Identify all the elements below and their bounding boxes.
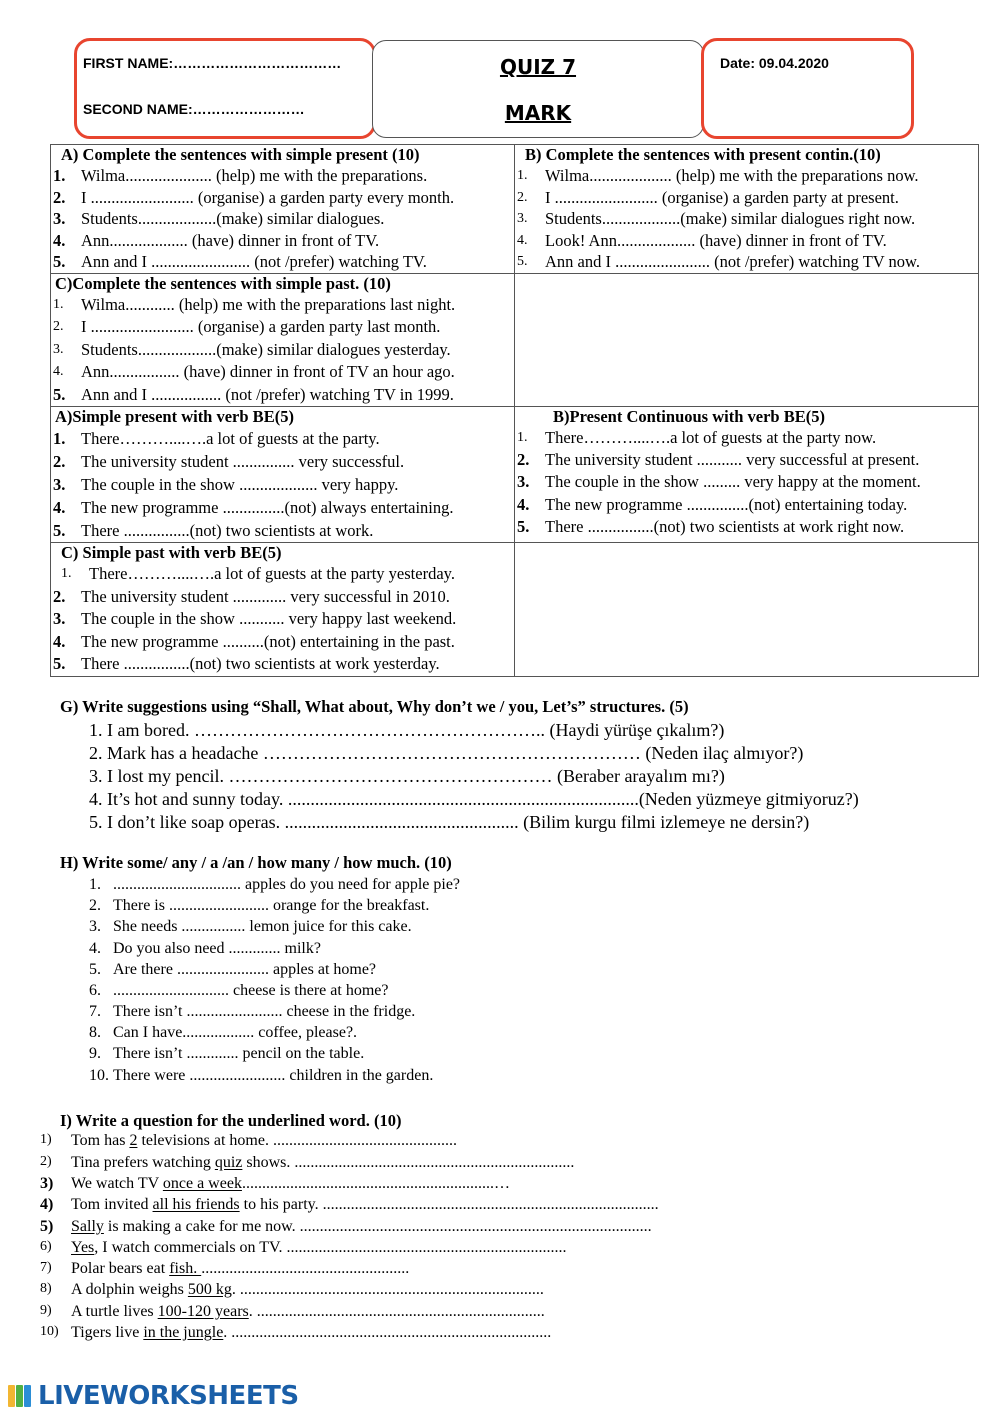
empty-cell — [515, 543, 979, 677]
date-box — [701, 38, 914, 139]
exercise-item: 2. I ......................... (organise) a garden party every month. — [53, 187, 455, 207]
logo-text: LIVEWORKSHEETS — [38, 1381, 299, 1411]
quantifier-item: 2. There is ......................... orange for the breakfast. — [89, 897, 430, 914]
second-name-label: SECOND NAME:…………………… — [83, 101, 305, 117]
exercise-item: 3. The couple in the show ........... very happy last weekend. — [53, 609, 457, 629]
question-item: 9) A turtle lives 100-120 years. ........................................................................ — [40, 1303, 545, 1320]
quantifier-item: 7. There isn’t ........................ cheese in the fridge. — [89, 1003, 416, 1020]
exercise-item: 2. I ......................... (organise) a garden party last month. — [53, 317, 441, 336]
suggestion-item: 3. I lost my pencil. ……………………………………………… (Beraber arayalım mı?) — [89, 766, 725, 786]
exercise-a-be-present — [51, 407, 515, 543]
liveworksheets-logo[interactable] — [8, 1381, 299, 1411]
exercise-item: 5. Ann and I ....................... (not /prefer) watching TV now. — [517, 252, 920, 271]
exercise-item: 2. The university student ............... very successful. — [53, 452, 405, 471]
exercise-item: 4. Ann................. (have) dinner in front of TV an hour ago. — [53, 362, 455, 381]
question-item: 5) Sally is making a cake for me now. ........................................................................................ — [40, 1218, 652, 1235]
exercise-item: 4. The new programme ..........(not) entertaining in the past. — [53, 631, 455, 651]
quiz-box — [372, 40, 704, 138]
exercise-grid — [50, 144, 979, 677]
section-title: B)Present Continuous with verb BE(5) — [553, 407, 825, 426]
exercise-c-be-past — [51, 543, 515, 677]
section-i-title: I) Write a question for the underlined word. (10) — [60, 1111, 402, 1130]
exercise-item: 3. Students...................(make) similar dialogues yesterday. — [53, 339, 451, 359]
section-title: C) Simple past with verb BE(5) — [61, 543, 282, 562]
quantifier-item: 3. She needs ................ lemon juice for this cake. — [89, 918, 412, 935]
quantifier-item: 10. There were ........................ children in the garden. — [89, 1067, 434, 1084]
exercise-item: 5. There ................(not) two scientists at work right now. — [517, 516, 905, 536]
name-box — [74, 38, 376, 139]
question-item: 10) Tigers live in the jungle. ................................................................................ — [40, 1324, 552, 1341]
question-item: 7) Polar bears eat fish. .................................................... — [40, 1260, 410, 1277]
section-title: A) Complete the sentences with simple present (10) — [61, 145, 420, 164]
exercise-b-be-continuous — [515, 407, 979, 543]
exercise-item: 5. Ann and I ................. (not /prefer) watching TV in 1999. — [53, 384, 454, 404]
quantifier-item: 4. Do you also need ............. milk? — [89, 940, 321, 957]
exercise-item: 3. Students...................(make) similar dialogues right now. — [517, 209, 916, 228]
exercise-item: 5. There ................(not) two scientists at work yesterday. — [53, 654, 440, 674]
date-label: Date: 09.04.2020 — [720, 55, 829, 71]
section-g-title: G) Write suggestions using “Shall, What about, Why don’t we / you, Let’s” structures. (5) — [60, 697, 689, 716]
suggestion-item: 1. I am bored. ………………………………………………….. (Haydi yürüşe çıkalım?) — [89, 720, 725, 740]
exercise-item: 3. The couple in the show ......... very happy at the moment. — [517, 472, 921, 492]
liveworksheets-logo-icon — [8, 1383, 34, 1409]
exercise-item: 1. Wilma..................... (help) me with the preparations. — [53, 166, 428, 185]
exercise-item: 1. There………....….a lot of guests at the party yesterday. — [61, 564, 455, 583]
exercise-c-past — [51, 273, 515, 407]
exercise-item: 1. There………....….a lot of guests at the party now. — [517, 428, 877, 447]
exercise-item: 1. Wilma.................... (help) me with the preparations now. — [517, 166, 919, 185]
exercise-item: 1. There………....….a lot of guests at the party. — [53, 429, 380, 448]
question-item: 3) We watch TV once a week...............................................................… — [40, 1175, 510, 1192]
exercise-item: 1. Wilma............ (help) me with the preparations last night. — [53, 294, 456, 314]
first-name-label: FIRST NAME:……………………………… — [83, 55, 342, 71]
quantifier-item: 1. ................................ apples do you need for apple pie? — [89, 876, 461, 893]
exercise-b-continuous — [515, 145, 979, 274]
quantifier-item: 5. Are there ....................... apples at home? — [89, 961, 377, 978]
question-item: 6) Yes, I watch commercials on TV. ...................................................................... — [40, 1239, 567, 1256]
question-item: 1) Tom has 2 televisions at home. .............................................. — [40, 1132, 457, 1149]
exercise-a-present — [51, 145, 515, 274]
exercise-item: 2. The university student ........... very successful at present. — [517, 450, 920, 470]
suggestion-item: 4. It’s hot and sunny today. ..............................................................................(Neden yüzmeye gitmiyoruz?) — [89, 789, 859, 809]
section-title: A)Simple present with verb BE(5) — [55, 407, 294, 426]
exercise-item: 5. Ann and I ........................ (not /prefer) watching TV. — [53, 252, 427, 271]
exercise-item: 4. Look! Ann................... (have) dinner in front of TV. — [517, 230, 887, 250]
question-item: 4) Tom invited all his friends to his party. .................................................................................... — [40, 1196, 659, 1213]
quiz-title: QUIZ 7 — [499, 55, 577, 79]
suggestion-item: 2. Mark has a headache ……………………………………………………… (Neden ilaç almıyor?) — [89, 743, 804, 763]
exercise-item: 2. The university student ............. very successful in 2010. — [53, 586, 450, 606]
exercise-item: 4. The new programme ...............(not) always entertaining. — [53, 498, 454, 517]
exercise-item: 3. The couple in the show ................... very happy. — [53, 475, 399, 494]
exercise-item: 2. I ......................... (organise) a garden party at present. — [517, 187, 899, 207]
quantifier-item: 9. There isn’t ............. pencil on the table. — [89, 1045, 365, 1062]
section-h-title: H) Write some/ any / a /an / how many / how much. (10) — [60, 853, 452, 872]
empty-cell — [515, 273, 979, 407]
section-title: B) Complete the sentences with present contin.(10) — [525, 145, 881, 164]
quantifier-item: 8. Can I have.................. coffee, please?. — [89, 1024, 358, 1041]
suggestion-item: 5. I don’t like soap operas. .................................................... (Bilim kurgu filmi izlemeye ne dersin?) — [89, 812, 810, 832]
quantifier-item: 6. ............................. cheese is there at home? — [89, 982, 389, 999]
exercise-item: 4. The new programme ...............(not) entertaining today. — [517, 494, 908, 514]
mark-label: MARK — [504, 101, 572, 125]
exercise-item: 3. Students...................(make) similar dialogues. — [53, 209, 385, 228]
question-item: 2) Tina prefers watching quiz shows. ...................................................................... — [40, 1154, 575, 1171]
exercise-item: 5. There ................(not) two scientists at work. — [53, 521, 374, 540]
exercise-item: 4. Ann................... (have) dinner in front of TV. — [53, 230, 380, 250]
section-title: C)Complete the sentences with simple past. (10) — [55, 273, 391, 293]
question-item: 8) A dolphin weighs 500 kg. ............................................................................ — [40, 1281, 544, 1298]
